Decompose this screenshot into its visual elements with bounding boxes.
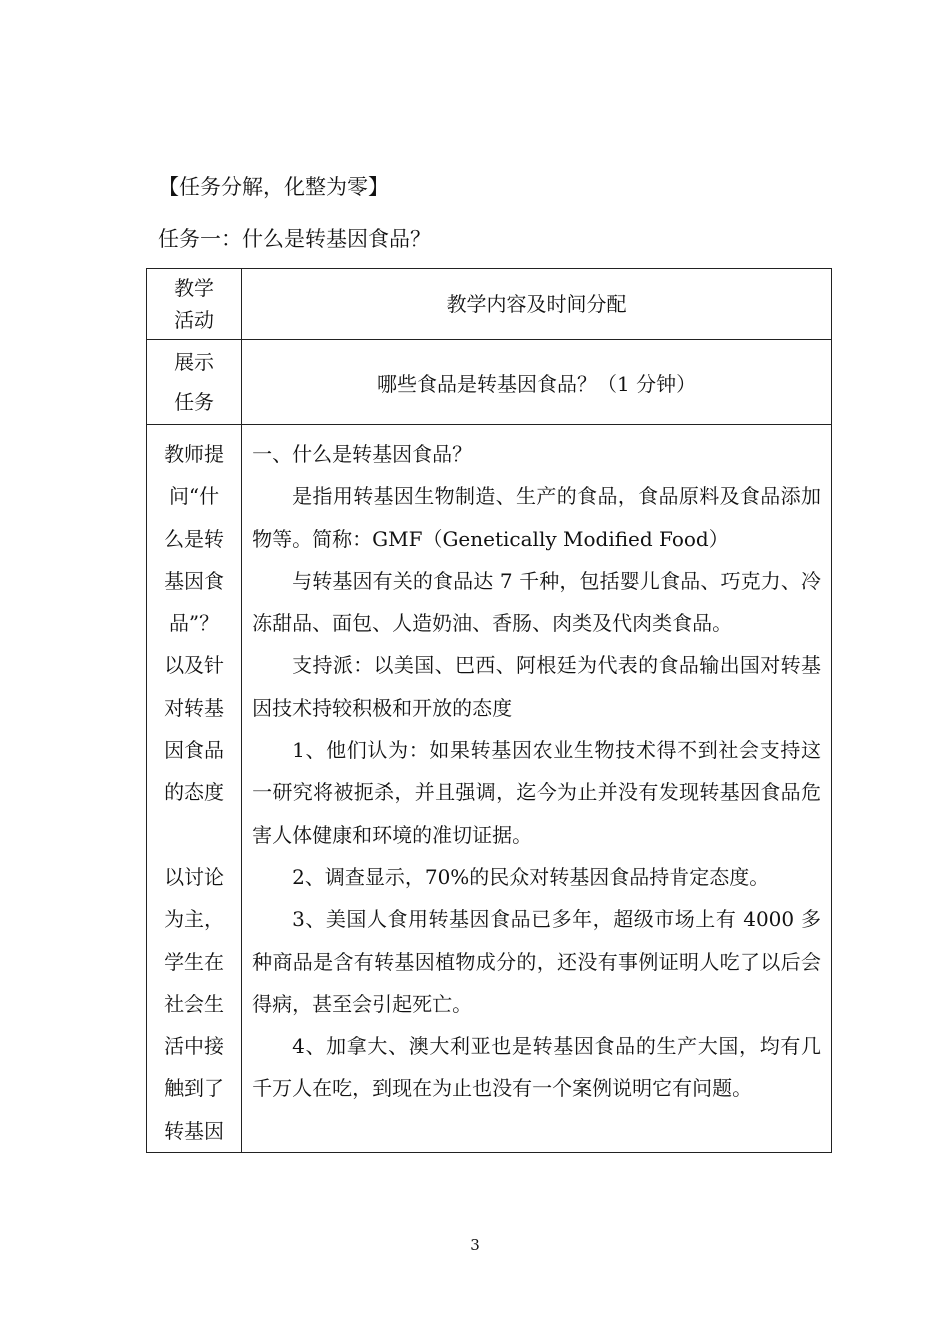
header-activity-cell: [147, 269, 242, 340]
activity-line: [147, 814, 241, 856]
display-activity-line-1: 展示: [174, 350, 215, 374]
content-subheading: 一、什么是转基因食品？: [252, 442, 473, 466]
activity-line: 社会生: [164, 991, 225, 1016]
activity-line: 为主，: [164, 907, 225, 932]
lesson-table: [146, 268, 832, 1153]
table-header-row: [147, 269, 832, 340]
activity-line: 学生在: [164, 949, 225, 974]
activity-line: 基因食: [164, 568, 225, 593]
activity-line: 教师提: [164, 442, 225, 466]
activity-line: 转基因: [164, 1118, 225, 1143]
table-row-main: [147, 425, 832, 1153]
activity-line: 以及针: [164, 653, 225, 678]
display-content-cell: 哪些食品是转基因食品？（1 分钟）: [242, 340, 832, 425]
table-row-display: [147, 340, 832, 425]
activity-line: 品”？: [168, 611, 220, 636]
section-heading: 【任务分解，化整为零】: [158, 175, 389, 199]
support-paragraph: 支持派：以美国、巴西、阿根廷为代表的食品输出国对转基因技术持较积极和开放的态度: [252, 653, 821, 720]
header-content-cell: 教学内容及时间分配: [242, 269, 832, 340]
display-activity-line-2: 任务: [174, 390, 215, 414]
point-2-paragraph: 2、调查显示，70%的民众对转基因食品持肯定态度。: [292, 864, 770, 889]
point-1-paragraph: 1、他们认为：如果转基因农业生物技术得不到社会支持这一研究将被扼杀，并且强调，迄今为止并没有发现转基因食品危害人体健康和环境的准切证据。: [252, 738, 821, 847]
header-activity-line-2: 活动: [174, 308, 215, 332]
activity-line: 触到了: [164, 1076, 225, 1101]
definition-paragraph: 是指用转基因生物制造、生产的食品，食品原料及食品添加物等。简称：GMF（Genetically Modified Food）: [252, 484, 821, 551]
activity-line: 活中接: [164, 1034, 225, 1059]
task-heading: 任务一：什么是转基因食品？: [158, 227, 431, 251]
main-activity-cell: [147, 425, 242, 1153]
activity-line: 以讨论: [164, 864, 225, 889]
activity-line: 问“什: [168, 484, 220, 509]
point-4-paragraph: 4、加拿大、澳大利亚也是转基因食品的生产大国，均有几千万人在吃，到现在为止也没有一个案例说明它有问题。: [252, 1034, 821, 1101]
main-content-cell: [242, 425, 832, 1153]
page-number: 3: [470, 1236, 480, 1254]
display-activity-cell: [147, 340, 242, 425]
activity-line: 的态度: [164, 780, 225, 805]
point-3-paragraph: 3、美国人食用转基因食品已多年，超级市场上有 4000 多种商品是含有转基因植物成分的，还没有事例证明人吃了以后会得病，甚至会引起死亡。: [252, 907, 821, 1016]
header-activity-line-1: 教学: [174, 276, 215, 300]
activity-line: 对转基: [164, 695, 225, 720]
activity-line: 因食品: [164, 738, 225, 763]
food-count-paragraph: 与转基因有关的食品达 7 千种，包括婴儿食品、巧克力、冷冻甜品、面包、人造奶油、香肠、肉类及代肉类食品。: [252, 568, 821, 636]
activity-line: 么是转: [164, 526, 225, 551]
